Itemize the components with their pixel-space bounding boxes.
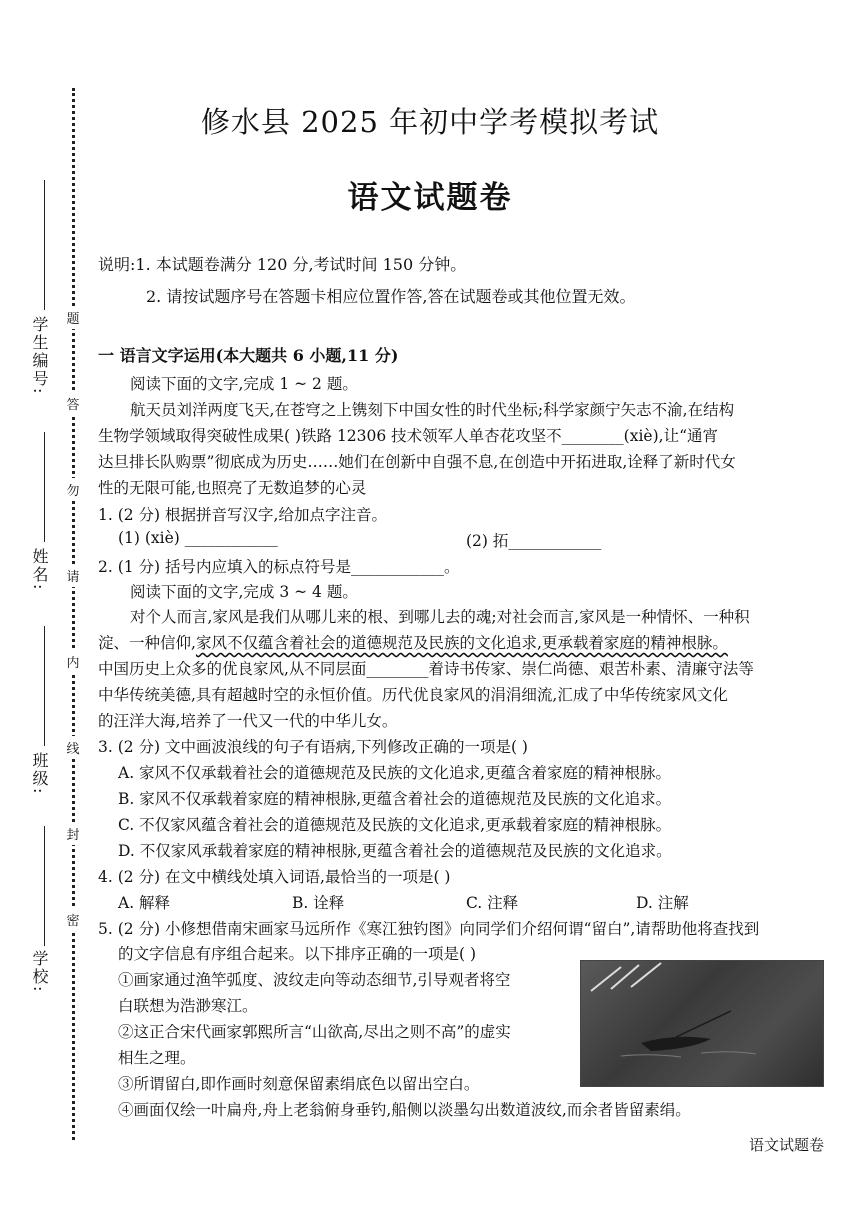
q5-item-1-cont: 白联想为浩渺寒江。 <box>118 997 258 1015</box>
seal-char: 请 <box>64 564 82 587</box>
question-3-option-a: A. 家风不仅承载着社会的道德规范及民族的文化追求,更蕴含着家庭的精神根脉。 <box>118 764 671 782</box>
label-student-id: 学生编号: <box>30 316 49 396</box>
field-name <box>44 432 45 542</box>
passage-line: 的汪洋大海,培养了一代又一代的中华儿女。 <box>98 712 398 730</box>
question-3-option-d: D. 不仅家风承载着家庭的精神根脉,更蕴含着社会的道德规范及民族的文化追求。 <box>118 842 672 860</box>
passage-line: 航天员刘洋两度飞天,在苍穹之上镌刻下中国女性的时代坐标;科学家颜宁矢志不渝,在结构 <box>130 401 735 419</box>
reading-instruction: 阅读下面的文字,完成 1 ~ 2 题。 <box>130 375 358 393</box>
question-4-option-d: D. 注解 <box>636 894 689 912</box>
q5-item-1: ①画家通过渔竿弧度、波纹走向等动态细节,引导观者将空 <box>118 971 511 989</box>
seal-dotted-line <box>72 88 75 1140</box>
reading-instruction: 阅读下面的文字,完成 3 ~ 4 题。 <box>130 583 358 601</box>
q5-item-4: ④画面仅绘一叶扁舟,舟上老翁俯身垂钓,船侧以淡墨勾出数道波纹,而余者皆留素绢。 <box>118 1101 691 1119</box>
wavy-underlined-sentence: 家风不仅蕴含着社会的道德规范及民族的文化追求,更承载着家庭的精神根脉。 <box>195 634 728 652</box>
boat-sketch <box>581 961 823 1086</box>
footer-label: 语文试题卷 <box>748 1136 824 1154</box>
q5-item-2: ②这正合宋代画家郭熙所言“山欲高,尽出之则不高”的虚实 <box>118 1023 511 1041</box>
question-3-option-c: C. 不仅家风蕴含着社会的道德规范及民族的文化追求,更承载着家庭的精神根脉。 <box>118 816 672 834</box>
label-name: 姓名: <box>30 548 49 592</box>
question-3-option-b: B. 家风不仅承载着家庭的精神根脉,更蕴含着社会的道德规范及民族的文化追求。 <box>118 790 672 808</box>
painting-image <box>580 960 824 1087</box>
question-1: 1. (2 分) 根据拼音写汉字,给加点字注音。 <box>98 506 387 524</box>
q5-item-2-cont: 相生之理。 <box>118 1049 196 1067</box>
seal-char: 答 <box>64 392 82 415</box>
question-5: 5. (2 分) 小修想借南宋画家马远所作《寒江独钓图》向同学们介绍何谓“留白”,请帮助他将查找到 <box>98 920 760 938</box>
question-2: 2. (1 分) 括号内应填入的标点符号是____________。 <box>98 558 460 576</box>
section-heading: 一 语言文字运用(本大题共 6 小题,11 分) <box>98 346 399 365</box>
question-4: 4. (2 分) 在文中横线处填入词语,最恰当的一项是( ) <box>98 868 451 886</box>
seal-char: 内 <box>64 650 82 673</box>
passage-line: 中国历史上众多的优良家风,从不同层面________着诗书传家、崇仁尚德、艰苦朴素、清廉守法等 <box>98 660 754 678</box>
paper-title: 语文试题卷 <box>347 180 513 216</box>
exam-title: 修水县 2025 年初中学考模拟考试 <box>200 105 660 139</box>
question-4-option-c: C. 注释 <box>466 894 519 912</box>
question-4-option-b: B. 诠释 <box>292 894 345 912</box>
seal-char: 密 <box>64 908 82 931</box>
passage-line: 中华传统美德,具有超越时空的永恒价值。历代优良家风的涓涓细流,汇成了中华传统家风文化 <box>98 686 728 704</box>
passage-text: 淀、一种信仰, <box>98 634 196 652</box>
passage-line: 对个人而言,家风是我们从哪儿来的根、到哪儿去的魂;对社会而言,家风是一种情怀、一种积 <box>130 608 750 626</box>
field-class <box>44 626 45 746</box>
seal-char: 线 <box>64 736 82 759</box>
seal-char: 封 <box>64 822 82 845</box>
passage-line: 性的无限可能,也照亮了无数追梦的心灵 <box>98 479 367 497</box>
instruction-2: 2. 请按试题序号在答题卡相应位置作答,答在试题卷或其他位置无效。 <box>146 287 636 306</box>
question-1-part-a: (1) (xiè) ____________ <box>118 529 278 547</box>
passage-line: 生物学领域取得突破性成果( )铁路 12306 技术领军人单杏花攻坚不________(xiè),让“通宵 <box>98 427 719 445</box>
question-3: 3. (2 分) 文中画波浪线的句子有语病,下列修改正确的一项是( ) <box>98 738 528 756</box>
field-school <box>44 826 45 946</box>
instruction-1: 说明:1. 本试题卷满分 120 分,考试时间 150 分钟。 <box>98 255 467 274</box>
seal-char: 题 <box>64 306 82 329</box>
passage-line <box>98 631 728 653</box>
question-1-part-b: (2) 拓____________ <box>466 532 602 550</box>
q5-item-3: ③所谓留白,即作画时刻意保留素绢底色以留出空白。 <box>118 1075 480 1093</box>
question-4-option-a: A. 解释 <box>118 894 171 912</box>
label-school: 学校: <box>30 950 49 994</box>
label-class: 班级: <box>30 752 49 796</box>
question-5-cont: 的文字信息有序组合起来。以下排序正确的一项是( ) <box>118 945 477 963</box>
seal-char: 勿 <box>64 478 82 501</box>
passage-line: 达旦排长队购票”彻底成为历史……她们在创新中自强不息,在创造中开拓进取,诠释了新时代女 <box>98 453 736 471</box>
